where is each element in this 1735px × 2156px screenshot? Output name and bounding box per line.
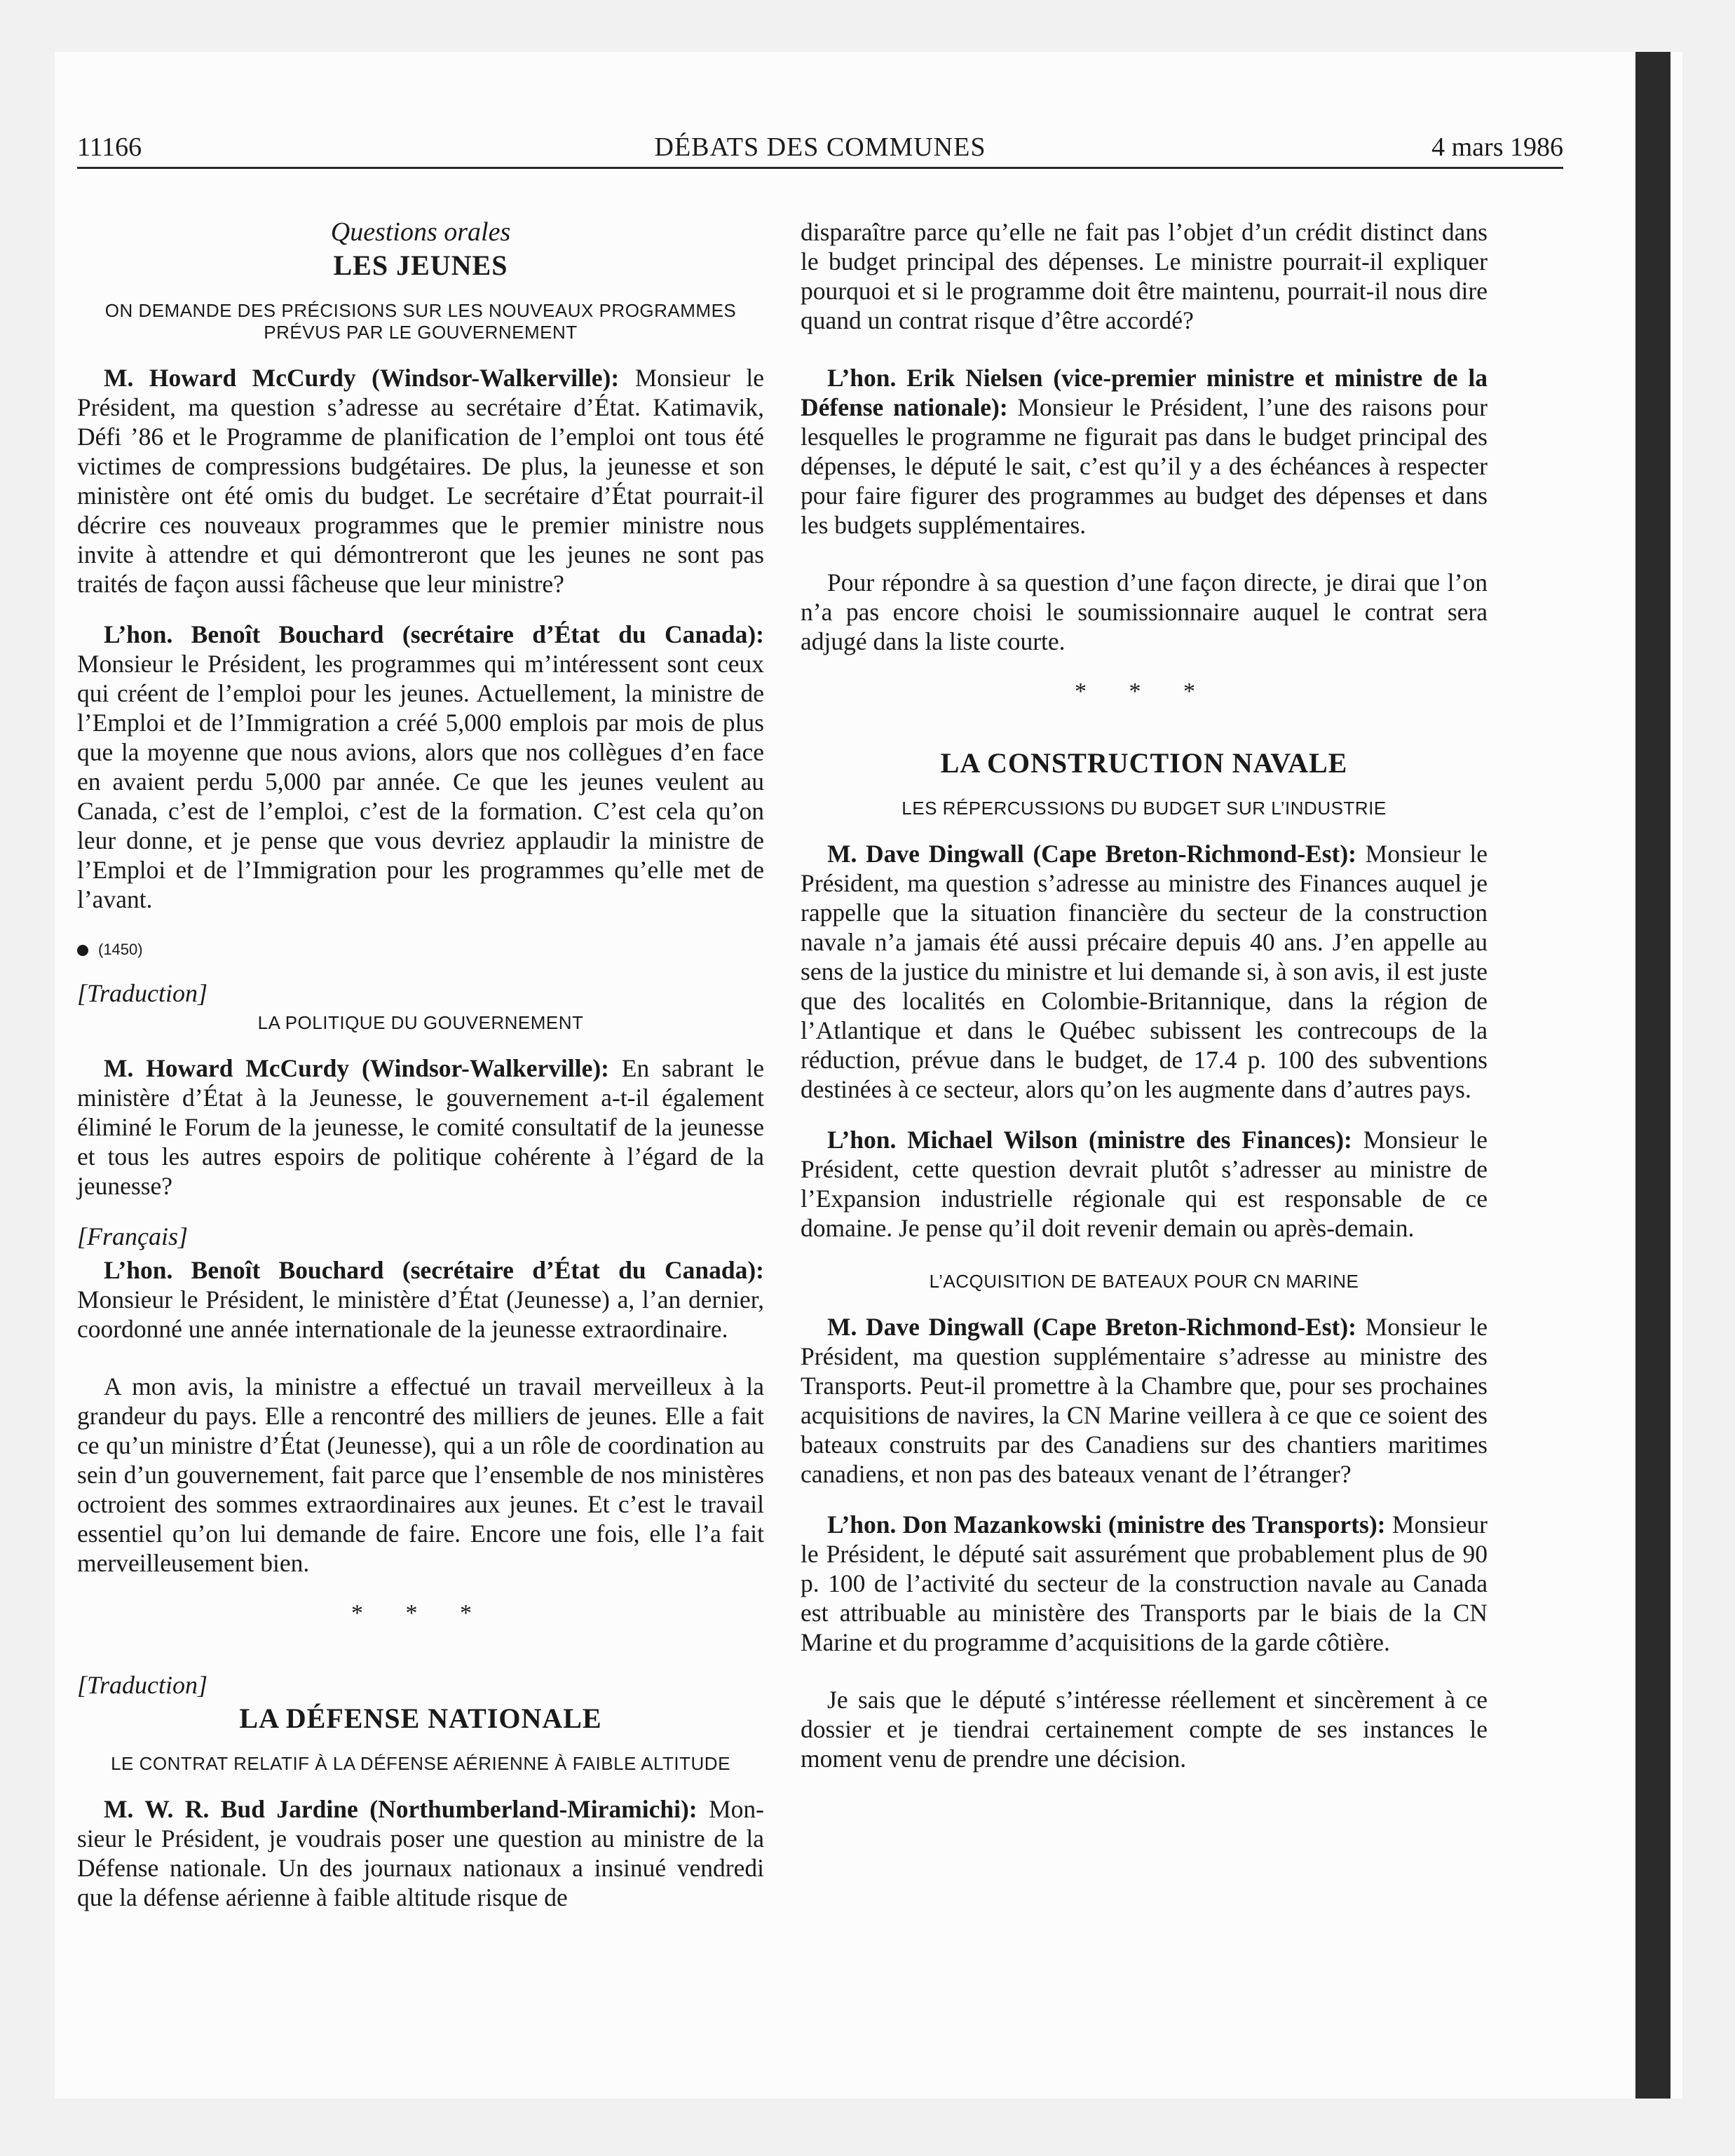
speaker: L’hon. Benoît Bouchard (secrétaire d’État du Canada):	[104, 1256, 764, 1284]
speech-text: Monsieur le Président, je voudrais poser une question au ministre de la Défense nationale. Un des journaux nationaux a insinué vendredi que la défense aérienne à faible altitude risque de	[77, 1795, 764, 1911]
paragraph: A mon avis, la ministre a effectué un travail merveilleux à la grandeur du pays. Elle a rencontré des milliers de jeunes. Elle a fait ce qu’un ministre d’État (Jeunesse), qui a un rôle de coordination au sein d’un gouvernement, fait parce que l’ensemble de nos ministères octroient des sommes extraordinaires aux jeunes. Et c’est le travail essentiel qu’on lui demande de faire. Encore une fois, elle l’a fait merveilleusement bien.	[77, 1372, 764, 1577]
publication-title: DÉBATS DES COMMUNES	[654, 132, 986, 162]
right-column	[801, 217, 1488, 1794]
speaker: L’hon. Don Mazankowski (ministre des Transports):	[827, 1510, 1386, 1538]
rubric: Questions orales	[330, 217, 511, 247]
paragraph	[77, 1255, 764, 1344]
page-header	[77, 121, 1563, 169]
speaker: M. Howard McCurdy (Windsor-Walkerville):	[104, 1054, 609, 1082]
speech-text: Monsieur le Président, ma question s’adresse au secrétaire d’État. Katimavik, Défi ’86 et le Programme de planification de l’emploi ont tous été victimes de compressions budgétaires. De plus, la jeunesse et son ministère ont été omis du budget. Le secrétaire d’État pourrait-il décrire ces nouveaux programmes que le premier ministre nous invite à attendre et qui démontreront que les jeunes ne sont pas traités de façon aussi fâcheuse que leur ministre?	[77, 364, 764, 598]
section-title: LA DÉFENSE NATIONALE	[239, 1703, 602, 1734]
section-separator: * * *	[1075, 678, 1213, 704]
speech-text: Monsieur le Président, le ministère d’État (Jeunesse) a, l’an dernier, coordonné une année internationale de la jeunesse extraordinaire.	[77, 1285, 764, 1343]
section-subtitle: L’ACQUISITION DE BATEAUX POUR CN MARINE	[929, 1271, 1359, 1292]
speaker: M. Dave Dingwall (Cape Breton-Richmond-Est):	[827, 840, 1356, 868]
paragraph: Pour répondre à sa question d’une façon directe, je dirai que l’on n’a pas encore choisi le soumissionnaire auquel le contrat sera adjugé dans la liste courte.	[801, 568, 1488, 655]
language-note: [Traduction]	[77, 979, 208, 1007]
speaker: L’hon. Benoît Bouchard (secrétaire d’État du Canada):	[104, 620, 764, 648]
section-subtitle: LE CONTRAT RELATIF À LA DÉFENSE AÉRIENNE À FAIBLE ALTITUDE	[111, 1753, 730, 1774]
bullet-icon	[77, 945, 88, 956]
paragraph	[77, 620, 764, 914]
issue-date: 4 mars 1986	[1431, 132, 1563, 162]
section-title: LA CONSTRUCTION NAVALE	[940, 747, 1348, 779]
speaker: M. W. R. Bud Jardine (Northumberland-Miramichi):	[104, 1795, 698, 1823]
speech-text: Monsieur le Président, les programmes qui m’intéressent sont ceux qui créent de l’emploi pour les jeunes. Actuellement, la ministre de l’Emploi et de l’Immigration a créé 5,000 emplois par mois de plus que la moyenne que nous avions, alors que nos collègues d’en face en avaient perdu 5,000 par année. Ce que les jeunes veulent au Canada, c’est de l’emploi, c’est de la formation. C’est cela qu’on leur donne, et je pense que vous devriez applaudir la ministre de l’Emploi et de l’Immigration pour les programmes qu’elle met de l’avant.	[77, 650, 764, 913]
section-subtitle: LA POLITIQUE DU GOUVERNEMENT	[257, 1012, 584, 1033]
section-title: LES JEUNES	[333, 250, 508, 281]
time-marker-text: (1450)	[98, 941, 143, 958]
paragraph	[801, 1510, 1488, 1657]
paragraph	[77, 1794, 764, 1912]
speech-text: Monsieur le Président, ma question supplémentaire s’adresse au ministre des Transports. Peut-il promettre à la Chambre que, pour ses prochaines acquisitions de navires, la CN Marine veillera à ce que ce soient des bateaux construits par des Canadiens sur des chantiers maritimes canadiens, et non pas des bateaux venant de l’étranger?	[801, 1313, 1488, 1488]
paragraph	[77, 363, 764, 599]
language-note: [Français]	[77, 1222, 189, 1250]
paragraph	[801, 363, 1488, 540]
speech-text: Monsieur le Président, l’une des raisons pour lesquelles le programme ne figurait pas dans le budget principal des dépenses, le député le sait, c’est qu’il y a des échéances à respecter pour faire figurer des programmes au budget des dépenses et dans les budgets supplémentaires.	[801, 393, 1488, 539]
paragraph	[77, 1053, 764, 1201]
speaker: L’hon. Michael Wilson (ministre des Finances):	[827, 1126, 1352, 1154]
paragraph: Je sais que le député s’intéresse réellement et sincèrement à ce dossier et je tiendrai certainement compte de ses instances le moment venu de prendre une décision.	[801, 1686, 1488, 1773]
speech-text: Monsieur le Président, ma question s’adresse au ministre des Finances auquel je rappelle que la situation financière du secteur de la construction navale n’a jamais été aussi précaire depuis 40 ans. J’en appelle au sens de la justice du ministre et lui demande si, à son avis, il est juste que des localités en Colombie-Britannique, dans la région de l’Atlantique et dans le Québec subissent les contrecoups de la réduction, prévue dans le budget, de 17.4 p. 100 des subventions destinées à ce secteur, alors qu’on les augmente dans d’autres pays.	[801, 840, 1488, 1103]
speaker: M. Howard McCurdy (Windsor-Walkerville):	[104, 364, 620, 392]
speech-text: Monsieur le Président, cette question devrait plutôt s’adresser au ministre de l’Expansion industrielle régionale qui est responsable de ce domaine. Je pense qu’il doit revenir demain ou après-demain.	[801, 1126, 1488, 1242]
paragraph	[801, 1312, 1488, 1489]
paragraph: disparaître parce qu’elle ne fait pas l’objet d’un crédit distinct dans le budget principal des dépenses. Le ministre pourrait-il expliquer pourquoi et si le programme doit être maintenu, pourrait-il nous dire quand un contrat risque d’être accordé?	[801, 218, 1488, 334]
paragraph	[801, 1125, 1488, 1243]
speaker: M. Dave Dingwall (Cape Breton-Richmond-Est):	[827, 1313, 1356, 1341]
section-subtitle: LES RÉPERCUSSIONS DU BUDGET SUR L’INDUSTRIE	[901, 798, 1387, 819]
speech-text: Monsieur le Président, le député sait assurément que probablement plus de 90 p. 100 de l’activité du secteur de la construction navale au Canada est attribuable au ministère des Transports par le biais de la CN Marine et du programme d’acquisitions de la garde côtière.	[801, 1510, 1488, 1656]
section-subtitle: ON DEMANDE DES PRÉCISIONS SUR LES NOUVEAUX PROGRAMMES PRÉVUS PAR LE GOUVERNEMENT	[104, 300, 737, 343]
left-column	[77, 217, 764, 1933]
speaker: L’hon. Erik Nielsen (vice-premier ministre et ministre de la Défense nationale):	[801, 364, 1488, 421]
section-separator: * * *	[351, 1600, 490, 1626]
speech-text: En sabrant le ministère d’État à la Jeunesse, le gouvernement a-t-il également éliminé le Forum de la jeunesse, le comité consultatif de la jeunesse et tous les autres espoirs de politique cohérente à l’égard de la jeunesse?	[77, 1054, 764, 1200]
paragraph	[801, 839, 1488, 1104]
page-number: 11166	[77, 132, 142, 162]
binding-edge	[1635, 52, 1671, 2099]
language-note: [Traduction]	[77, 1671, 208, 1699]
time-marker	[77, 935, 764, 964]
